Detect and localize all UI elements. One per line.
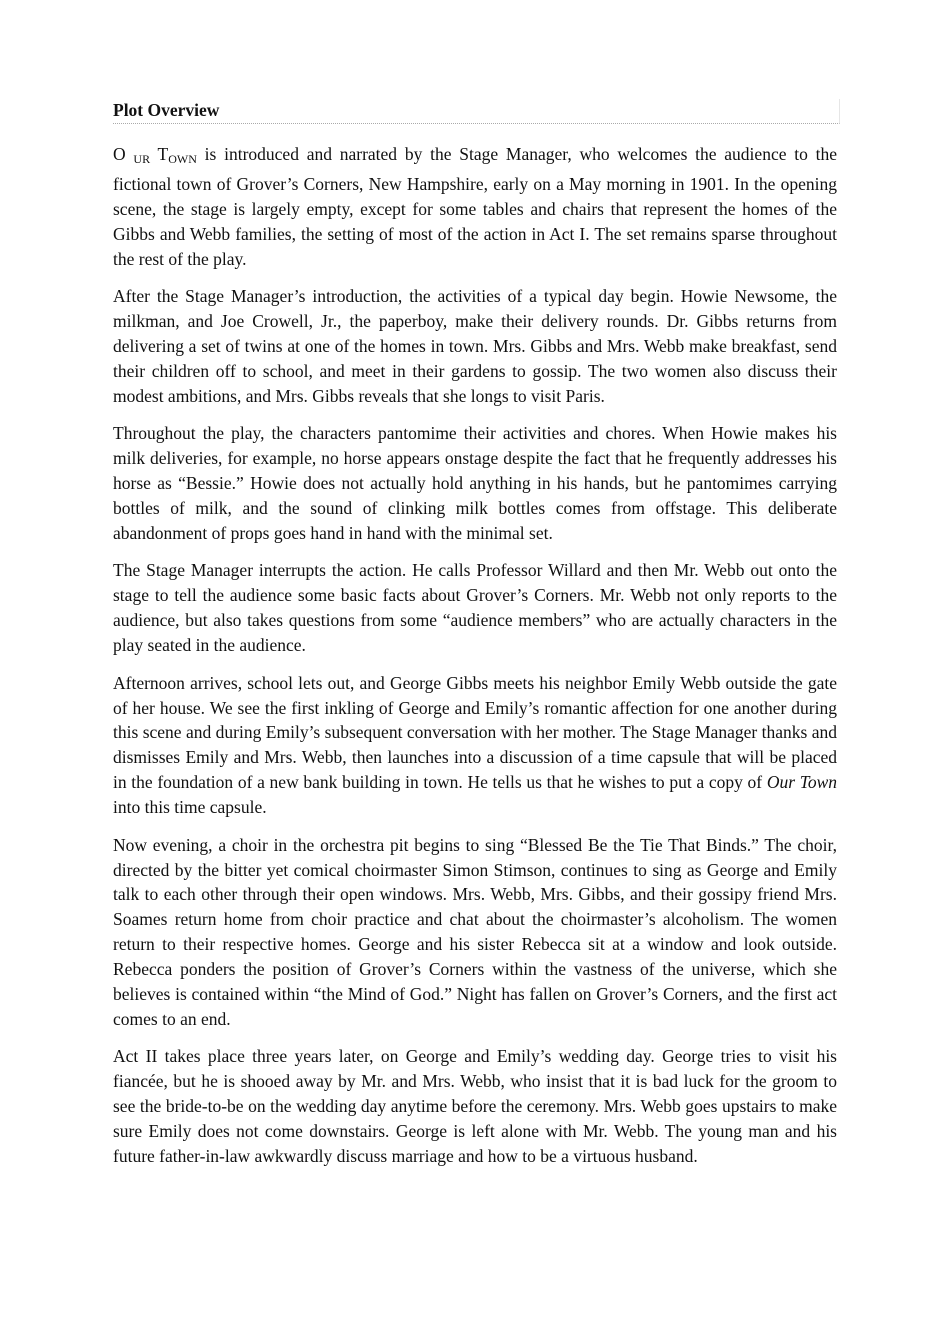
body-text: [113, 142, 837, 1182]
paragraph-5-text: Afternoon arrives, school lets out, and George Gibbs meets his neighbor Emily Webb outside the gate of her house. We see the first inkling of George and Emily’s romantic affection for one another during this scene and during Emily’s subsequent conversation with her mother. The Stage Manager thanks and dismisses Emily and Mrs. Webb, then launches into a discussion of a time capsule that will be placed in the foundation of a new bank building in town. He tells us that he wishes to put a copy of: [113, 672, 837, 793]
paragraph-3: Throughout the play, the characters pantomime their activities and chores. When Howie makes his milk deliveries, for example, no horse appears onstage despite the fact that he frequently addresses his horse as “Bessie.” Howie does not actually hold anything in his hands, but he pantomimes carrying bottles of milk, and the sound of clinking milk bottles comes from offstage. This deliberate abandonment of props goes hand in hand with the minimal set.: [113, 423, 837, 543]
paragraph-5-tail: into this time capsule.: [113, 797, 267, 818]
paragraph-1-text: is introduced and narrated by the Stage Manager, who welcomes the audience to the fictional town of Grover’s Corners, New Hampshire, early on a May morning in 1901. In the opening scene, the stage is largely empty, except for some tables and chairs that represent the homes of the Gibbs and Webb families, the setting of most of the action in Act I. The set remains sparse throughout the rest of the play.: [113, 144, 837, 269]
page-title: Plot Overview: [113, 100, 220, 120]
paragraph-7: Act II takes place three years later, on George and Emily’s wedding day. George tries to visit his fiancée, but he is shooed away by Mr. and Mrs. Webb, who insist that it is bad luck for the groom to see the bride-to-be on the wedding day anytime before the ceremony. Mrs. Webb goes upstairs to make sure Emily does not come downstairs. George is left alone with Mr. Webb. The young man and his future father-in-law awkwardly discuss marriage and how to be a virtuous husband.: [113, 1046, 837, 1167]
title-initial-t: T: [157, 144, 169, 164]
paragraph-1: [113, 142, 837, 272]
paragraph-2: After the Stage Manager’s introduction, the activities of a typical day begin. Howie Newsome, the milkman, and Joe Crowell, Jr., the paperboy, make their delivery rounds. Dr. Gibbs returns from delivering a set of twins at one of the homes in town. Mrs. Gibbs and Mrs. Webb make breakfast, send their children off to school, and meet in their gardens to gossip. The two women also discuss their modest ambitions, and Mrs. Gibbs reveals that she longs to visit Paris.: [113, 286, 837, 406]
heading-bar: [113, 99, 840, 124]
paragraph-5: [113, 671, 837, 820]
paragraph-6: Now evening, a choir in the orchestra pit begins to sing “Blessed Be the Tie That Binds.” The choir, directed by the bitter yet comical choirmaster Simon Stimson, continues to sing as George and Emily talk to each other through their open windows. Mrs. Webb, Mrs. Gibbs, and their gossipy friend Mrs. Soames return home from choir practice and chat about the choirmaster’s alcoholism. The women return to their respective homes. George and his sister Rebecca sit at a window and look outside. Rebecca ponders the position of Grover’s Corners within the vastness of the universe, which she believes is contained within “the Mind of God.” Night has fallen on Grover’s Corners, and the first act comes to an end.: [113, 834, 837, 1029]
paragraph-4: The Stage Manager interrupts the action. He calls Professor Willard and then Mr. Webb out onto the stage to tell the audience some basic facts about Grover’s Corners. Mr. Webb not only reports to the audience, but also takes questions from some “audience members” who are actually characters in the play seated in the audience.: [113, 560, 837, 656]
title-initial-o: O: [113, 144, 126, 164]
italic-title: Our Town: [766, 772, 838, 793]
title-smallcaps-ur: UR: [133, 152, 151, 166]
title-smallcaps-own: OWN: [168, 152, 197, 166]
